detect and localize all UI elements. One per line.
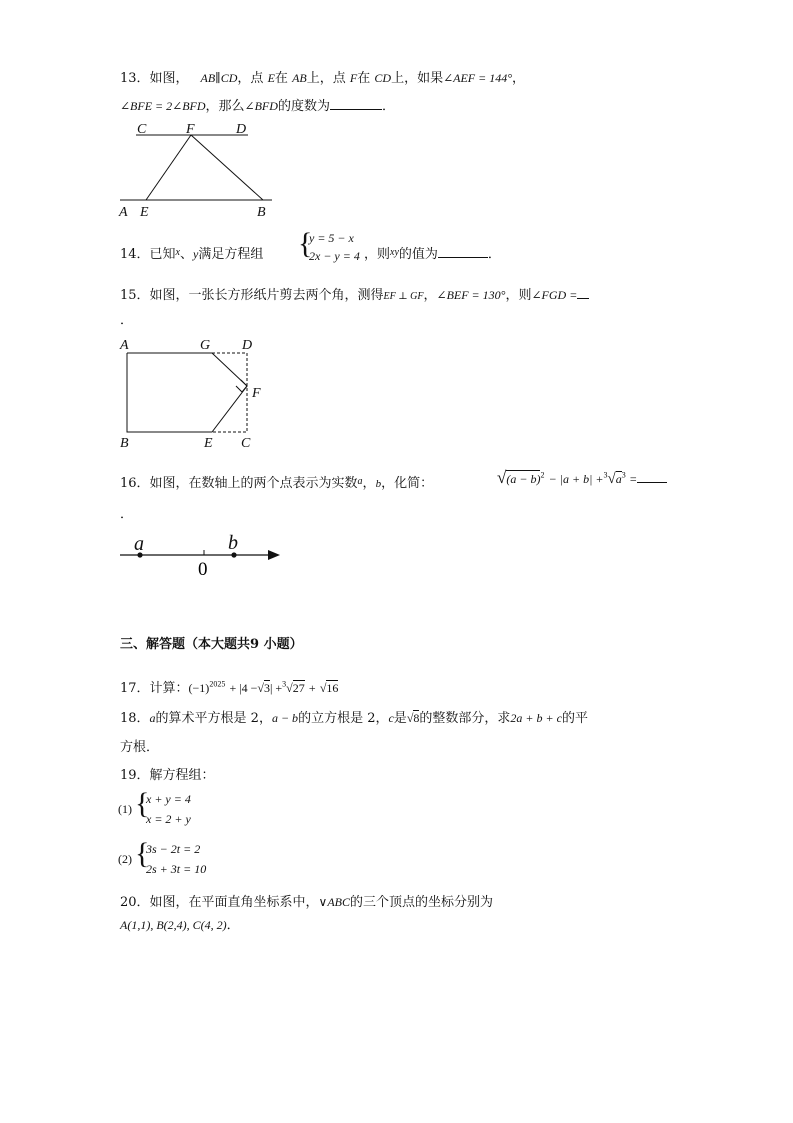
- q17-line: 17．计算：$(-1)^{2025} + |4 -√3| +^3√27 + √16$: [120, 679, 339, 696]
- brace: {: [135, 787, 150, 820]
- q16-line1: 16．如图，在数轴上的两个点表示为实数$^a$，b，化简：: [120, 476, 434, 491]
- q20-line1: 20．如图，在平面直角坐标系中，∨ABC的三个顶点的坐标分别为: [120, 895, 494, 910]
- label-c: C: [137, 122, 147, 137]
- q20-line2: A(1,1), B(2,4), C(4, 2)．: [120, 918, 240, 933]
- label-d: D: [236, 122, 247, 137]
- q13-line1: 13．如图， AB∥CD，点 E在 AB上，点 F在 CD上，如果∠AEF = 144°，: [120, 71, 526, 86]
- label-b: B: [257, 205, 266, 220]
- axis-label-b: b: [228, 532, 238, 554]
- brace: {: [298, 227, 313, 260]
- label-e: E: [140, 205, 149, 220]
- q13-angle-aef: ∠AEF = 144°: [443, 71, 513, 85]
- segment-fb: [191, 135, 263, 200]
- q15-line1: 15．如图，一张长方形纸片剪去两个角，测得EF ⊥ GF，∠BEF = 130°，则∠FGD =: [120, 284, 589, 303]
- q13-parallel: AB∥CD: [200, 71, 238, 85]
- q18-line2: 方根．: [120, 740, 160, 755]
- answer-blank: [637, 470, 667, 483]
- q14-tail: ，则$^{xy}$的值为 ．: [364, 247, 501, 262]
- q13-figure: [110, 118, 280, 220]
- answer-blank: [330, 97, 382, 110]
- label-g: G: [200, 338, 211, 353]
- label-a: A: [119, 205, 128, 220]
- answer-blank: [577, 286, 589, 299]
- q16-expression: $√(a - b)^2 - |a + b| +^3√a^3$ =: [497, 468, 667, 494]
- label-c: C: [241, 436, 251, 451]
- q13-line2: ∠BFE = 2∠BFD，那么∠BFD的度数为 ．: [120, 99, 395, 114]
- label-e: E: [204, 436, 213, 451]
- segment-fe: [146, 135, 191, 200]
- q16-line2: ．: [120, 507, 134, 522]
- q15-figure: [112, 333, 272, 455]
- label-a: A: [120, 338, 129, 353]
- axis-arrow: [268, 550, 280, 560]
- q19-part1: (1) { x + y = 4 x = 2 + y: [118, 787, 191, 826]
- axis-label-a: a: [134, 533, 144, 555]
- number-line: [112, 528, 287, 580]
- answer-blank: [438, 245, 488, 258]
- label-d: D: [242, 338, 253, 353]
- q14-line: 14．已知$^x$、y满足方程组: [120, 247, 264, 262]
- label-b: B: [120, 436, 129, 451]
- label-f: F: [186, 122, 195, 137]
- section-title: 三、解答题（本大题共9 小题）: [120, 637, 303, 652]
- right-angle-mark: [236, 380, 247, 392]
- q18-line1: 18．a的算术平方根是 2，a − b的立方根是 2，c是√8的整数部分，求2a + b + c的平: [120, 711, 588, 726]
- q19-part2: (2) { 3s − 2t = 2 2s + 3t = 10: [118, 837, 207, 876]
- sqrt-sign: √: [497, 468, 507, 487]
- q19-title: 19．解方程组：: [120, 768, 215, 783]
- axis-label-zero: 0: [198, 559, 208, 580]
- label-f: F: [252, 386, 261, 401]
- cut-paper: [127, 353, 247, 432]
- brace: {: [135, 837, 150, 870]
- q15-line2: ．: [120, 313, 134, 328]
